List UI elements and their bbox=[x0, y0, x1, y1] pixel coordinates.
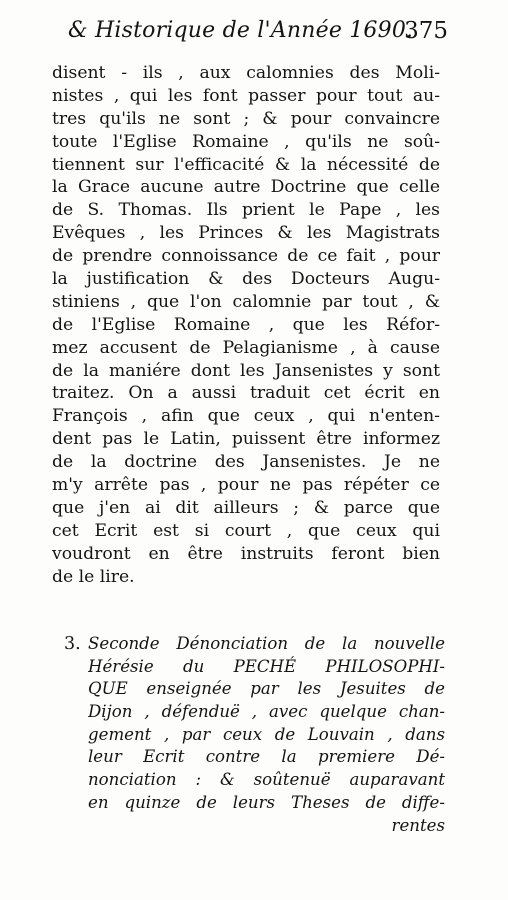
text-line: mez accusent de Pelagianisme , à cause bbox=[52, 337, 440, 358]
text-line: de S. Thomas. Ils prient le Pape , les bbox=[52, 200, 440, 221]
text-line: Evêques , les Princes & les Magistrats bbox=[52, 223, 440, 244]
page-number: 375 bbox=[404, 18, 448, 44]
entry-line: Dijon , défenduë , avec quelque chan- bbox=[88, 702, 445, 722]
text-line: stiniens , que l'on calomnie par tout , & bbox=[52, 291, 440, 312]
text-line: traitez. On a aussi traduit cet écrit en bbox=[52, 383, 440, 404]
entry-line: en quinze de leurs Theses de diffe- bbox=[88, 792, 445, 812]
entry-number: 3. bbox=[64, 634, 81, 654]
text-line: voudront en être instruits feront bien bbox=[52, 543, 440, 564]
entry-line: QUE enseignée par les Jesuites de bbox=[88, 679, 445, 699]
running-header bbox=[68, 18, 448, 48]
text-line: nistes , qui les font passer pour tout au- bbox=[52, 85, 440, 106]
catchword: rentes bbox=[391, 815, 445, 835]
text-line: François , afin que ceux , qui n'enten- bbox=[52, 406, 440, 427]
text-line: que j'en ai dit ailleurs ; & parce que bbox=[52, 497, 440, 518]
text-line: la justification & des Docteurs Augu- bbox=[52, 269, 440, 290]
text-line: de l'Eglise Romaine , que les Réfor- bbox=[52, 314, 440, 335]
text-line: de le lire. bbox=[52, 566, 135, 587]
text-line: de la maniére dont les Jansenistes y sont bbox=[52, 360, 440, 381]
entry-line: Hérésie du PECHÉ PHILOSOPHI- bbox=[88, 656, 445, 676]
entry-line: nonciation : & soûtenuë auparavant bbox=[88, 770, 445, 790]
text-line: de prendre connoissance de ce fait , pour bbox=[52, 246, 440, 267]
text-line: dent pas le Latin, puissent être informez bbox=[52, 429, 440, 450]
text-line: toute l'Eglise Romaine , qu'ils ne soû- bbox=[52, 131, 440, 152]
running-title: & Historique de l'Année 1690. bbox=[68, 18, 414, 43]
text-line: disent - ils , aux calomnies des Moli- bbox=[52, 63, 440, 83]
text-line: m'y arrête pas , pour ne pas répéter ce bbox=[52, 475, 440, 496]
body-paragraph bbox=[52, 62, 440, 588]
text-line: la Grace aucune autre Doctrine que celle bbox=[52, 177, 440, 198]
text-line: tres qu'ils ne sont ; & pour convaincre bbox=[52, 108, 440, 129]
text-line: cet Ecrit est si court , que ceux qui bbox=[52, 520, 440, 541]
text-line: tiennent sur l'efficacité & la nécessité de bbox=[52, 154, 440, 175]
text-line: de la doctrine des Jansenistes. Je ne bbox=[52, 452, 440, 473]
entry-title bbox=[88, 633, 445, 837]
entry-line: Seconde Dénonciation de la nouvelle bbox=[88, 634, 445, 653]
entry-line: gement , par ceux de Louvain , dans bbox=[88, 724, 445, 744]
entry-line: leur Ecrit contre la premiere Dé- bbox=[88, 747, 445, 767]
